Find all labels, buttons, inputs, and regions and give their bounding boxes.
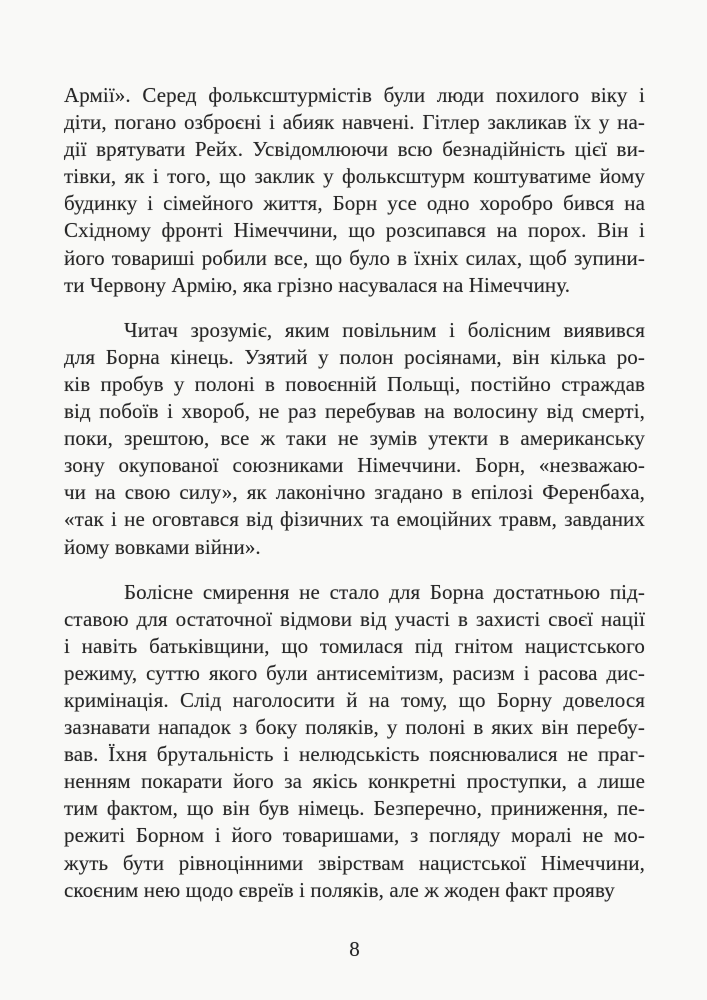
text-line: ставою для остаточної відмови від участі в захисті своєї нації — [64, 606, 645, 631]
page-number: 8 — [349, 937, 360, 961]
text-line: режиті Борном і його товаришами, з погляду моралі не мо- — [64, 823, 645, 848]
text-line: для Борна кінець. Узятий у полон росіянами, він кілька ро- — [64, 344, 645, 369]
text-line: Армії». Серед фольксштурмістів були люди похилого віку і — [64, 83, 645, 107]
paragraph — [64, 317, 645, 561]
text-line: Болісне смирення не стало для Борна достатньою під- — [124, 579, 645, 604]
text-line: «так і не оговтався від фізичних та емоційних травм, завданих — [64, 507, 645, 532]
text-line: скоєним нею щодо євреїв і поляків, але ж жоден факт прояву — [64, 877, 615, 902]
text-line: від побоїв і хвороб, не раз перебував на волосину від смерті, — [64, 399, 645, 424]
text-line: тим фактом, що він був німець. Безперечно, приниження, пе- — [64, 796, 645, 821]
text-line: поки, зрештою, все ж таки не зумів утекти в американську — [64, 426, 645, 451]
text-line: зазнавати нападок з боку поляків, у полоні в яких він перебу- — [64, 715, 645, 740]
paragraph — [64, 82, 645, 299]
paragraph — [64, 579, 645, 904]
text-line: діти, погано озброєні і абияк навчені. Гітлер закликав їх у на- — [64, 110, 645, 135]
text-line: Східному фронті Німеччини, що розсипався на порох. Він і — [64, 218, 645, 243]
text-line: йому вовками війни». — [64, 534, 261, 559]
text-line: жуть бути рівноцінними звірствам нацистської Німеччини, — [64, 850, 645, 875]
text-line: ти Червону Армію, яка грізно насувалася на Німеччину. — [64, 272, 571, 297]
text-line: його товариші робили все, що було в їхніх силах, щоб зупини- — [64, 245, 645, 270]
text-line: Читач зрозуміє, яким повільним і болісним виявився — [124, 317, 645, 342]
text-line: режиму, суттю якого були антисемітизм, расизм і расова дис- — [64, 660, 645, 685]
text-line: будинку і сімейного життя, Борн усе одно хоробро бився на — [64, 191, 645, 216]
text-line: чи на свою силу», як лаконічно згадано в епілозі Ференбаха, — [64, 480, 645, 505]
text-line: зону окупованої союзниками Німеччини. Борн, «незважаю- — [64, 453, 645, 478]
text-line: і навіть батьківщини, що томилася під гнітом нацистського — [64, 633, 645, 658]
text-line: дії врятувати Рейх. Усвідомлюючи всю безнадійність цієї ви- — [64, 137, 645, 162]
text-line: тівки, як і того, що заклик у фольксштурм коштуватиме йому — [64, 164, 645, 189]
body-text — [64, 82, 645, 904]
text-line: ненням покарати його за якісь конкретні проступки, а лише — [64, 769, 645, 794]
text-line: вав. Їхня брутальність і нелюдськість пояснювалися не праг- — [64, 742, 645, 767]
text-line: ків пробув у полоні в повоєнній Польщі, постійно страждав — [64, 371, 645, 396]
text-line: кримінація. Слід наголосити й на тому, що Борну довелося — [64, 687, 645, 712]
